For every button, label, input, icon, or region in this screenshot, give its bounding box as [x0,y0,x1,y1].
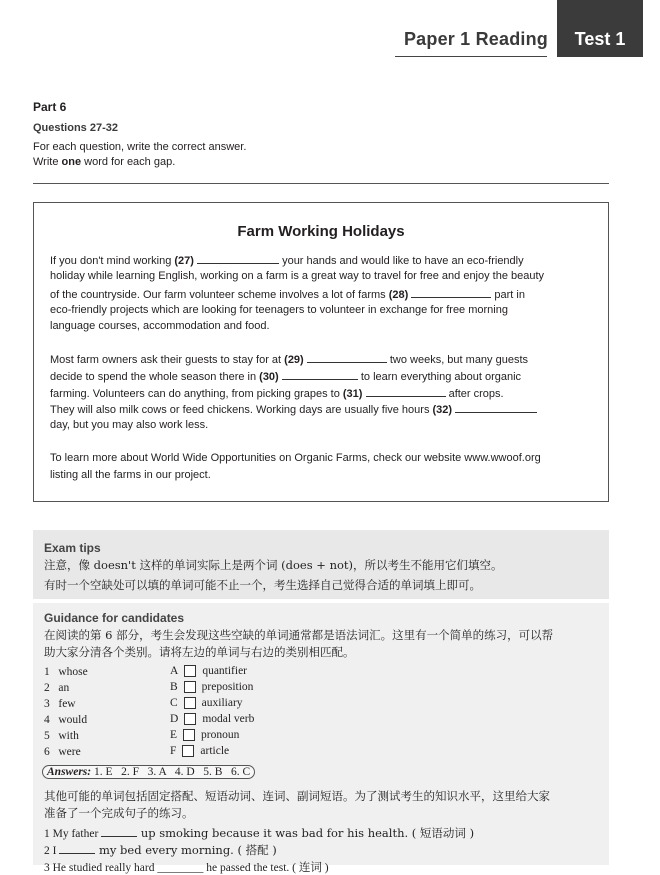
category-checkbox[interactable] [183,729,195,741]
sentence-item: 1 My father up smoking because it was bad for his health. ( 短语动词 ) [44,826,475,840]
category-item: F article [170,745,230,757]
answer-gap-28[interactable] [411,287,491,298]
guidance-intro-line: 助大家分清各个类别。请将左边的单词与右边的类别相匹配。 [44,645,355,659]
part-title: Part 6 [33,100,67,114]
passage-title: Farm Working Holidays [237,223,405,240]
passage-line: eco-friendly projects which are looking for teenagers to volunteer in exchange for free morning [50,304,508,316]
guidance-note-line: 准备了一个完成句子的练习。 [44,806,194,820]
guidance-heading: Guidance for candidates [44,611,185,625]
questions-range: Questions 27-32 [33,122,118,134]
word-item: 1 whose [44,666,88,678]
passage-line: decide to spend the whole season there in (30) to learn everything about organic [50,371,522,383]
exam-tips-heading: Exam tips [44,541,101,555]
answer-gap-31[interactable] [366,386,446,397]
passage-line: Most farm owners ask their guests to stay for at (29) two weeks, but many guests [50,354,529,366]
passage-line: listing all the farms in our project. [50,469,211,481]
instruction-line-1: For each question, write the correct answer. [33,141,247,153]
passage-line: To learn more about World Wide Opportunities on Organic Farms, check our website www.wwoof.org [50,452,541,464]
divider [33,183,609,184]
guidance-note-line: 其他可能的单词包括固定搭配、短语动词、连词、副词短语。为了测试考生的知识水平，这里给大家 [44,789,550,803]
category-item: C auxiliary [170,697,243,709]
category-item: A quantifier [170,665,248,677]
sentence-item: 2 I my bed every morning. ( 搭配 ) [44,843,277,857]
category-checkbox[interactable] [184,697,196,709]
answer-gap-29[interactable] [307,352,387,363]
exam-tip-line: 注意，像 doesn't 这样的单词实际上是两个词 (does + not)，所以考生不能用它们填空。 [44,558,503,572]
header-rule [395,56,547,57]
category-item: E pronoun [170,729,240,741]
word-item: 3 few [44,698,76,710]
category-checkbox[interactable] [184,713,196,725]
passage-line: If you don't mind working (27) your hands and would like to have an eco-friendly [50,255,524,267]
sentence-gap[interactable] [59,843,95,854]
passage-line: of the countryside. Our farm volunteer scheme involves a lot of farms (28) part in [50,289,525,301]
sentence-item: 3 He studied really hard ________ he passed the test. ( 连词 ) [44,862,329,874]
word-item: 6 were [44,746,81,758]
answer-gap-30[interactable] [282,369,358,380]
word-item: 2 an [44,682,70,694]
category-checkbox[interactable] [182,745,194,757]
sentence-gap[interactable] [101,826,137,837]
answers-box: Answers: 1. E 2. F 3. A 4. D 5. B 6. C [42,765,255,779]
category-item: D modal verb [170,713,255,725]
passage-line: language courses, accommodation and food. [50,320,270,332]
category-checkbox[interactable] [184,681,196,693]
test-tab: Test 1 [557,0,643,57]
passage-line: day, but you may also work less. [50,419,209,431]
category-checkbox[interactable] [184,665,196,677]
exam-tip-line: 有时一个空缺处可以填的单词可能不止一个，考生选择自己觉得合适的单词填上即可。 [44,578,481,592]
instruction-line-2: Write one word for each gap. [33,156,176,168]
category-item: B preposition [170,681,254,693]
word-item: 5 with [44,730,79,742]
passage-line: They will also milk cows or feed chickens. Working days are usually five hours (32) [50,402,537,416]
guidance-intro-line: 在阅读的第 6 部分，考生会发现这些空缺的单词通常都是语法词汇。这里有一个简单的练习，可以帮 [44,628,554,642]
word-item: 4 would [44,714,88,726]
paper-title: Paper 1 Reading [403,29,548,49]
answer-gap-27[interactable] [197,253,279,264]
passage-line: holiday while learning English, working on a farm is a great way to travel for free and enjoy the beauty [50,270,545,282]
answer-gap-32[interactable] [455,402,537,413]
passage-line: farming. Volunteers can do anything, from picking grapes to (31) after crops. [50,388,504,400]
